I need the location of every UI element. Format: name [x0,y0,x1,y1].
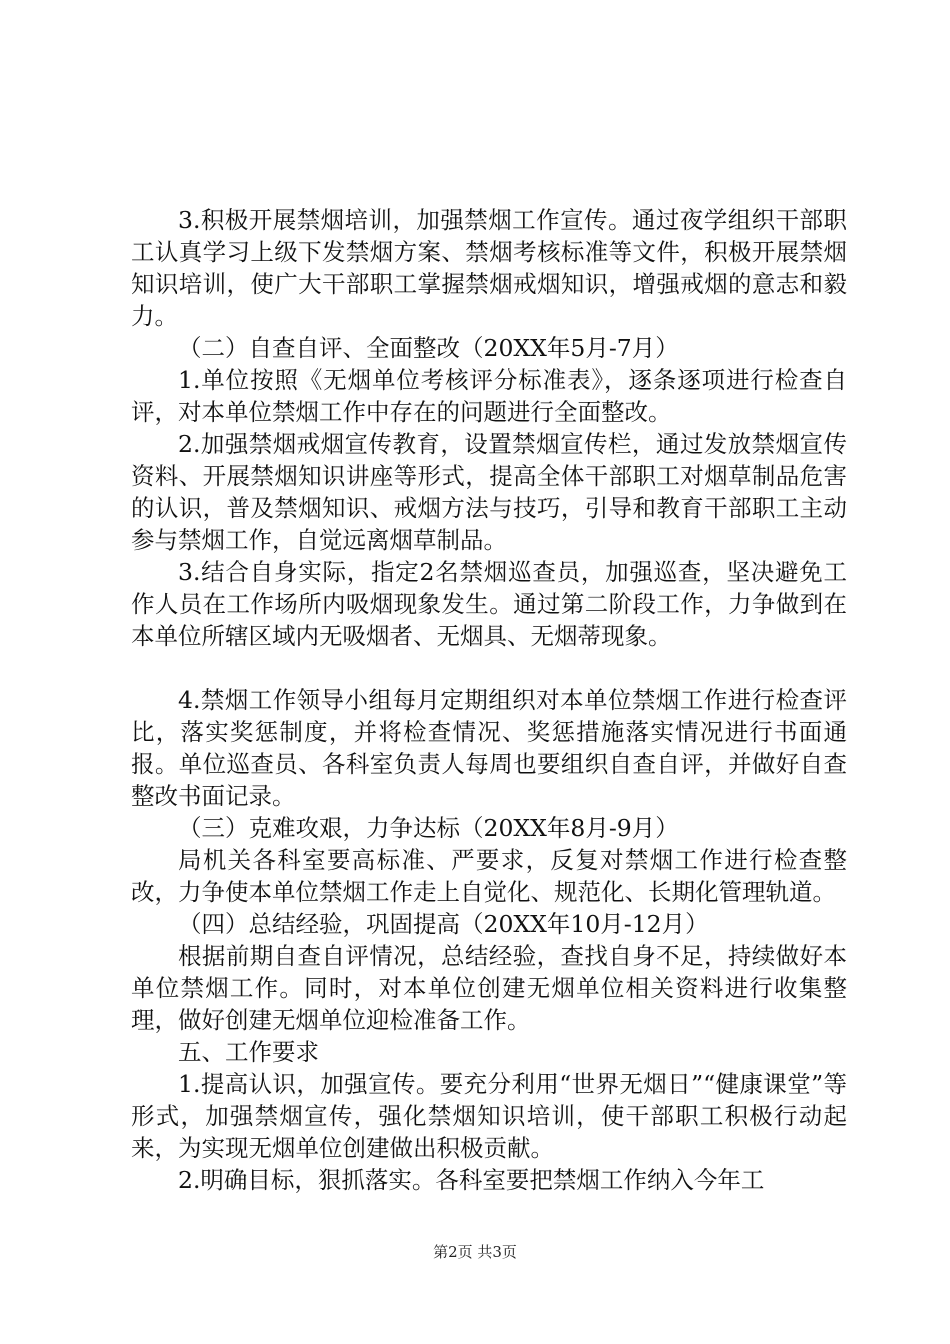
heading-summary: （四）总结经验，巩固提高（20XX年10月-12月） [178,910,709,938]
paragraph-targets: 2.明确目标，狠抓落实。各科室要把禁烟工作纳入今年工 [178,1166,765,1194]
heading-requirements: 五、工作要求 [178,1038,319,1066]
heading-self-check: （二）自查自评、全面整改（20XX年5月-7月） [178,334,679,362]
page-number-footer: 第2页 共3页 [433,1243,517,1261]
paragraph-training: 3.积极开展禁烟培训，加强禁烟工作宣传。通过夜学组织干部职工认真学习上级下发禁烟方案、禁烟考核标准等文件，积极开展禁烟知识培训，使广大干部职工掌握禁烟戒烟知识，增强戒烟的意志和毅力。 [131,206,847,330]
paragraph-awareness: 1.提高认识，加强宣传。要充分利用“世界无烟日”“健康课堂”等形式，加强禁烟宣传，强化禁烟知识培训，使干部职工积极行动起来，为实现无烟单位创建做出积极贡献。 [131,1070,847,1162]
paragraph-inspectors: 3.结合自身实际，指定2名禁烟巡查员，加强巡查，坚决避免工作人员在工作场所内吸烟现象发生。通过第二阶段工作，力争做到在本单位所辖区域内无吸烟者、无烟具、无烟蒂现象。 [131,558,847,650]
document-body [131,204,847,1196]
paragraph-self-evaluation: 1.单位按照《无烟单位考核评分标准表》，逐条逐项进行检查自评，对本单位禁烟工作中存在的问题进行全面整改。 [131,366,847,426]
heading-overcome: （三）克难攻艰，力争达标（20XX年8月-9月） [178,814,679,842]
paragraph-standards: 局机关各科室要高标准、严要求，反复对禁烟工作进行检查整改，力争使本单位禁烟工作走上自觉化、规范化、长期化管理轨道。 [131,846,847,906]
paragraph-monthly-review: 4.禁烟工作领导小组每月定期组织对本单位禁烟工作进行检查评比，落实奖惩制度，并将检查情况、奖惩措施落实情况进行书面通报。单位巡查员、各科室负责人每周也要组织自查自评，并做好自查整改书面记录。 [131,686,847,810]
paragraph-publicity: 2.加强禁烟戒烟宣传教育，设置禁烟宣传栏，通过发放禁烟宣传资料、开展禁烟知识讲座等形式，提高全体干部职工对烟草制品危害的认识，普及禁烟知识、戒烟方法与技巧，引导和教育干部职工主动参与禁烟工作，自觉远离烟草制品。 [131,430,847,554]
paragraph-summary: 根据前期自查自评情况，总结经验，查找自身不足，持续做好本单位禁烟工作。同时，对本单位创建无烟单位相关资料进行收集整理，做好创建无烟单位迎检准备工作。 [131,942,847,1034]
